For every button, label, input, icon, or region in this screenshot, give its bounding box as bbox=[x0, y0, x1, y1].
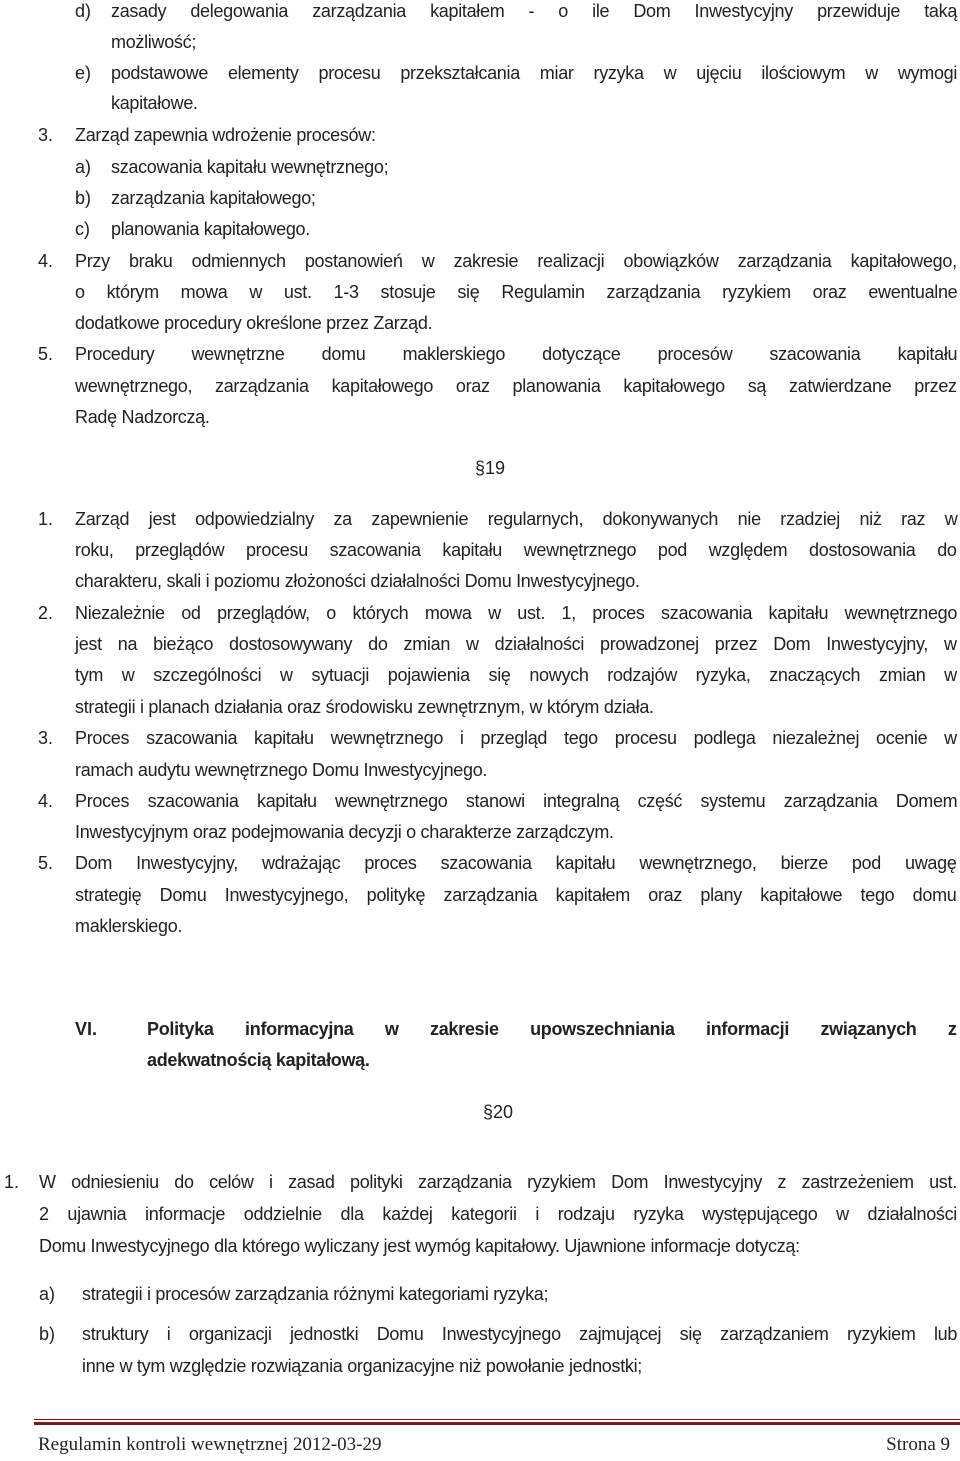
section-heading: §19 bbox=[474, 458, 506, 478]
paragraph-line: Dom Inwestycyjny, wdrażając proces szacowania kapitału wewnętrznego, bierze pod uwagę bbox=[75, 853, 957, 873]
chapter-numeral: VI. bbox=[75, 1019, 98, 1039]
paragraph-line: Przy braku odmiennych postanowień w zakresie realizacji obowiązków zarządzania kapitałowego, bbox=[75, 251, 957, 271]
list-number: 3. bbox=[38, 728, 54, 748]
list-marker: b) bbox=[39, 1324, 56, 1344]
paragraph-line: Proces szacowania kapitału wewnętrznego stanowi integralną część systemu zarządzania Domem bbox=[75, 791, 958, 811]
paragraph-line: Radę Nadzorczą. bbox=[75, 407, 210, 427]
paragraph-line: ramach audytu wewnętrznego Domu Inwestycyjnego. bbox=[75, 760, 488, 780]
list-number: 1. bbox=[4, 1172, 20, 1192]
footer-page-number: Strona 9 bbox=[886, 1434, 950, 1455]
paragraph-line: jest na bieżąco dostosowywany do zmian w działalności prowadzonej przez Dom Inwestycyjny, w bbox=[75, 634, 957, 654]
list-number: 5. bbox=[38, 853, 54, 873]
list-number: 3. bbox=[38, 125, 54, 145]
paragraph-line: możliwość; bbox=[111, 32, 197, 52]
paragraph-line: strategię Domu Inwestycyjnego, politykę zarządzania kapitałem oraz plany kapitałowe tego domu bbox=[75, 885, 957, 905]
list-marker: b) bbox=[75, 188, 92, 208]
paragraph-line: Zarząd jest odpowiedzialny za zapewnienie regularnych, dokonywanych nie rzadziej niż raz w bbox=[75, 509, 958, 529]
paragraph-line: charakteru, skali i poziomu złożoności działalności Domu Inwestycyjnego. bbox=[75, 571, 640, 591]
paragraph-line: maklerskiego. bbox=[75, 916, 183, 936]
paragraph-line: struktury i organizacji jednostki Domu Inwestycyjnego zajmującej się zarządzaniem ryzykiem lub bbox=[82, 1324, 958, 1344]
paragraph-line: Procedury wewnętrzne domu maklerskiego dotyczące procesów szacowania kapitału bbox=[75, 344, 958, 364]
paragraph-line: kapitałowe. bbox=[111, 93, 198, 113]
paragraph-line: Domu Inwestycyjnego dla którego wyliczany jest wymóg kapitałowy. Ujawnione informacje dotyczą: bbox=[39, 1236, 800, 1256]
chapter-title: Polityka informacyjna w zakresie upowszechniania informacji związanych z bbox=[147, 1019, 957, 1039]
footer-divider bbox=[34, 1422, 960, 1425]
paragraph-line: zasady delegowania zarządzania kapitałem - o ile Dom Inwestycyjny przewiduje taką bbox=[111, 1, 958, 21]
paragraph-line: strategii i planach działania oraz środowisku zewnętrznym, w którym działa. bbox=[75, 697, 654, 717]
list-marker: d) bbox=[75, 1, 92, 21]
list-marker: a) bbox=[75, 157, 92, 177]
paragraph-line: o którym mowa w ust. 1-3 stosuje się Regulamin zarządzania ryzykiem oraz ewentualne bbox=[75, 282, 958, 302]
paragraph-line: Proces szacowania kapitału wewnętrznego i przegląd tego procesu podlega niezależnej ocenie w bbox=[75, 728, 957, 748]
paragraph-line: Niezależnie od przeglądów, o których mowa w ust. 1, proces szacowania kapitału wewnętrznego bbox=[75, 603, 958, 623]
paragraph-line: W odniesieniu do celów i zasad polityki zarządzania ryzykiem Dom Inwestycyjny z zastrzeżeniem ust. bbox=[39, 1172, 957, 1192]
list-marker: e) bbox=[75, 63, 92, 83]
paragraph-line: inne w tym względzie rozwiązania organizacyjne niż powołanie jednostki; bbox=[82, 1356, 643, 1376]
paragraph-line: wewnętrznego, zarządzania kapitałowego oraz planowania kapitałowego są zatwierdzane przez bbox=[75, 376, 957, 396]
paragraph-line: zarządzania kapitałowego; bbox=[111, 188, 316, 208]
paragraph-line: Zarząd zapewnia wdrożenie procesów: bbox=[75, 125, 376, 145]
paragraph-line: Inwestycyjnym oraz podejmowania decyzji o charakterze zarządczym. bbox=[75, 822, 614, 842]
list-number: 4. bbox=[38, 251, 54, 271]
paragraph-line: strategii i procesów zarządzania różnymi kategoriami ryzyka; bbox=[82, 1284, 549, 1304]
paragraph-line: dodatkowe procedury określone przez Zarząd. bbox=[75, 313, 433, 333]
list-number: 5. bbox=[38, 344, 54, 364]
list-marker: a) bbox=[39, 1284, 56, 1304]
paragraph-line: szacowania kapitału wewnętrznego; bbox=[111, 157, 389, 177]
paragraph-line: planowania kapitałowego. bbox=[111, 219, 310, 239]
paragraph-line: roku, przeglądów procesu szacowania kapitału wewnętrznego pod względem dostosowania do bbox=[75, 540, 957, 560]
list-number: 1. bbox=[38, 509, 54, 529]
list-marker: c) bbox=[75, 219, 90, 239]
paragraph-line: tym w szczególności w sytuacji pojawienia się nowych rodzajów ryzyka, znaczących zmian w bbox=[75, 665, 957, 685]
footer-document-title: Regulamin kontroli wewnętrznej 2012-03-29 bbox=[38, 1434, 382, 1455]
list-number: 2. bbox=[38, 603, 54, 623]
list-number: 4. bbox=[38, 791, 54, 811]
section-heading: §20 bbox=[482, 1102, 514, 1122]
footer-divider bbox=[34, 1419, 960, 1420]
paragraph-line: 2 ujawnia informacje oddzielnie dla każdej kategorii i rodzaju ryzyka występującego w działalności bbox=[39, 1204, 958, 1224]
chapter-title: adekwatnością kapitałową. bbox=[147, 1050, 370, 1070]
paragraph-line: podstawowe elementy procesu przekształcania miar ryzyka w ujęciu ilościowym w wymogi bbox=[111, 63, 958, 83]
